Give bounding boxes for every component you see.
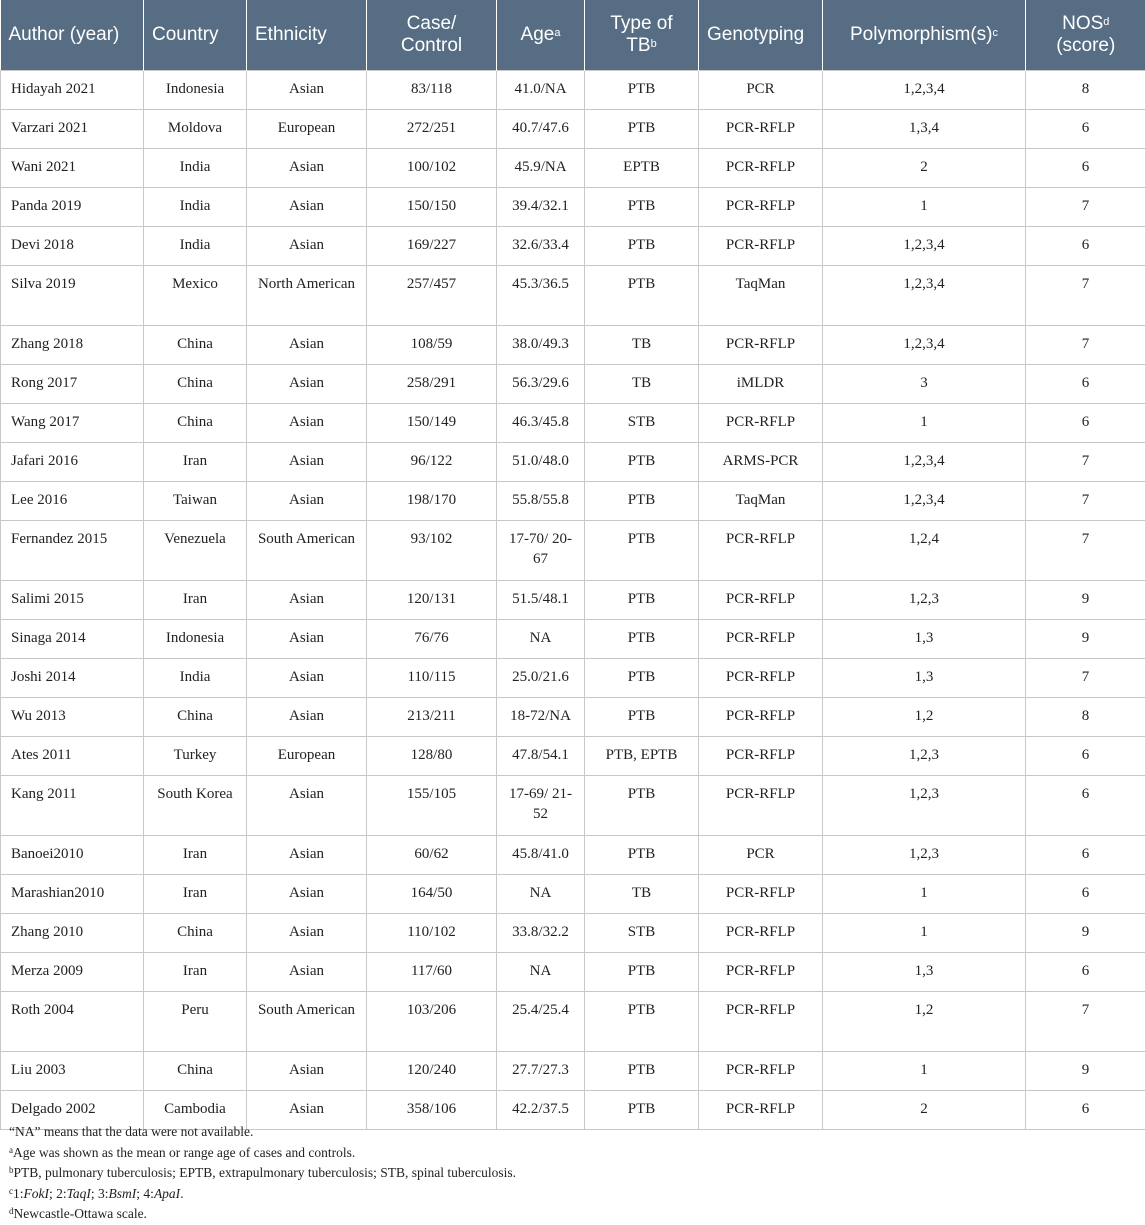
cell-author: Kang 2011: [1, 776, 144, 836]
cell-type-of-tb: PTB: [585, 659, 699, 698]
cell-author: Jafari 2016: [1, 443, 144, 482]
footnote-c: $^c$1:FokI; 2:TaqI; 3:BsmI; 4:ApaI.: [9, 1184, 516, 1205]
cell-country: India: [144, 227, 247, 266]
cell-country: China: [144, 1052, 247, 1091]
cell-type-of-tb: PTB: [585, 836, 699, 875]
cell-case-control: 108/59: [367, 326, 497, 365]
cell-type-of-tb: PTB: [585, 266, 699, 326]
table-row: [1, 914, 1145, 953]
cell-age: NA: [497, 875, 585, 914]
cell-polymorphisms: 1: [823, 1052, 1026, 1091]
cell-nos: 8: [1026, 71, 1145, 110]
cell-age: 39.4/32.1: [497, 188, 585, 227]
cell-case-control: 150/149: [367, 404, 497, 443]
cell-polymorphisms: 1: [823, 188, 1026, 227]
cell-nos: 6: [1026, 737, 1145, 776]
cell-age: 51.0/48.0: [497, 443, 585, 482]
cell-author: Joshi 2014: [1, 659, 144, 698]
table-row: [1, 404, 1145, 443]
cell-author: Wang 2017: [1, 404, 144, 443]
cell-type-of-tb: PTB: [585, 698, 699, 737]
cell-ethnicity: Asian: [247, 659, 367, 698]
cell-case-control: 93/102: [367, 521, 497, 581]
cell-country: China: [144, 404, 247, 443]
cell-author: Roth 2004: [1, 992, 144, 1052]
cell-country: Cambodia: [144, 1091, 247, 1130]
cell-age: 45.9/NA: [497, 149, 585, 188]
cell-nos: 6: [1026, 110, 1145, 149]
cell-country: Iran: [144, 875, 247, 914]
cell-ethnicity: Asian: [247, 188, 367, 227]
table-row: [1, 365, 1145, 404]
cell-case-control: 358/106: [367, 1091, 497, 1130]
cell-author: Sinaga 2014: [1, 620, 144, 659]
cell-ethnicity: Asian: [247, 914, 367, 953]
cell-country: Venezuela: [144, 521, 247, 581]
cell-age: 45.8/41.0: [497, 836, 585, 875]
cell-polymorphisms: 1: [823, 875, 1026, 914]
cell-type-of-tb: STB: [585, 914, 699, 953]
table-row: [1, 188, 1145, 227]
table-row: [1, 149, 1145, 188]
cell-country: China: [144, 326, 247, 365]
cell-age: NA: [497, 953, 585, 992]
cell-type-of-tb: PTB: [585, 953, 699, 992]
cell-ethnicity: Asian: [247, 953, 367, 992]
cell-age: 17-69/ 21-52: [497, 776, 585, 836]
cell-ethnicity: Asian: [247, 443, 367, 482]
header-country: Country: [144, 0, 247, 71]
cell-ethnicity: Asian: [247, 875, 367, 914]
cell-genotyping: PCR-RFLP: [699, 1091, 823, 1130]
cell-nos: 6: [1026, 227, 1145, 266]
cell-genotyping: PCR-RFLP: [699, 188, 823, 227]
cell-case-control: 155/105: [367, 776, 497, 836]
cell-ethnicity: Asian: [247, 1091, 367, 1130]
cell-polymorphisms: 1,2,3: [823, 737, 1026, 776]
cell-genotyping: PCR-RFLP: [699, 698, 823, 737]
footnote-marker: a: [554, 27, 560, 39]
cell-country: Iran: [144, 443, 247, 482]
table-row: [1, 71, 1145, 110]
cell-type-of-tb: PTB: [585, 110, 699, 149]
footnote-d: $^d$Newcastle-Ottawa scale.: [9, 1204, 516, 1225]
cell-age: 18-72/NA: [497, 698, 585, 737]
cell-type-of-tb: PTB: [585, 71, 699, 110]
cell-genotyping: PCR-RFLP: [699, 110, 823, 149]
cell-nos: 6: [1026, 776, 1145, 836]
cell-genotyping: TaqMan: [699, 482, 823, 521]
cell-nos: 7: [1026, 326, 1145, 365]
table-row: [1, 992, 1145, 1052]
table-row: [1, 266, 1145, 326]
cell-author: Fernandez 2015: [1, 521, 144, 581]
cell-nos: 9: [1026, 581, 1145, 620]
cell-country: India: [144, 659, 247, 698]
cell-genotyping: PCR-RFLP: [699, 404, 823, 443]
cell-polymorphisms: 1,2,3,4: [823, 266, 1026, 326]
cell-case-control: 117/60: [367, 953, 497, 992]
cell-genotyping: PCR-RFLP: [699, 914, 823, 953]
table-row: [1, 836, 1145, 875]
cell-ethnicity: Asian: [247, 620, 367, 659]
cell-ethnicity: Asian: [247, 404, 367, 443]
cell-polymorphisms: 1,2,3,4: [823, 482, 1026, 521]
cell-polymorphisms: 2: [823, 149, 1026, 188]
cell-case-control: 110/102: [367, 914, 497, 953]
cell-author: Silva 2019: [1, 266, 144, 326]
cell-age: 40.7/47.6: [497, 110, 585, 149]
cell-country: China: [144, 698, 247, 737]
table-row: [1, 953, 1145, 992]
cell-genotyping: PCR-RFLP: [699, 1052, 823, 1091]
header-nos: NOS$^d$ (score): [1026, 0, 1145, 71]
cell-case-control: 120/131: [367, 581, 497, 620]
cell-nos: 7: [1026, 659, 1145, 698]
cell-country: Turkey: [144, 737, 247, 776]
cell-case-control: 164/50: [367, 875, 497, 914]
cell-ethnicity: Asian: [247, 71, 367, 110]
cell-country: Iran: [144, 581, 247, 620]
table-row: [1, 110, 1145, 149]
cell-case-control: 120/240: [367, 1052, 497, 1091]
table-row: [1, 443, 1145, 482]
cell-country: China: [144, 365, 247, 404]
cell-nos: 9: [1026, 620, 1145, 659]
cell-case-control: 258/291: [367, 365, 497, 404]
cell-ethnicity: South American: [247, 992, 367, 1052]
cell-nos: 9: [1026, 1052, 1145, 1091]
cell-age: 25.0/21.6: [497, 659, 585, 698]
cell-nos: 6: [1026, 836, 1145, 875]
cell-nos: 6: [1026, 1091, 1145, 1130]
cell-polymorphisms: 1,2,4: [823, 521, 1026, 581]
cell-type-of-tb: STB: [585, 404, 699, 443]
cell-polymorphisms: 2: [823, 1091, 1026, 1130]
cell-polymorphisms: 1,2: [823, 698, 1026, 737]
cell-polymorphisms: 1,2,3,4: [823, 227, 1026, 266]
cell-ethnicity: European: [247, 737, 367, 776]
footnote-marker: d: [1103, 16, 1109, 28]
cell-author: Wani 2021: [1, 149, 144, 188]
cell-age: 17-70/ 20-67: [497, 521, 585, 581]
cell-country: Indonesia: [144, 620, 247, 659]
cell-age: 33.8/32.2: [497, 914, 585, 953]
cell-type-of-tb: PTB: [585, 188, 699, 227]
cell-type-of-tb: PTB: [585, 992, 699, 1052]
cell-polymorphisms: 1,2: [823, 992, 1026, 1052]
table-row: [1, 482, 1145, 521]
cell-nos: 6: [1026, 404, 1145, 443]
cell-author: Hidayah 2021: [1, 71, 144, 110]
cell-age: 45.3/36.5: [497, 266, 585, 326]
cell-polymorphisms: 1,2,3: [823, 836, 1026, 875]
cell-polymorphisms: 1,3: [823, 953, 1026, 992]
cell-case-control: 83/118: [367, 71, 497, 110]
cell-country: Mexico: [144, 266, 247, 326]
cell-author: Marashian2010: [1, 875, 144, 914]
cell-case-control: 150/150: [367, 188, 497, 227]
table-header-row: [1, 0, 1145, 71]
cell-nos: 8: [1026, 698, 1145, 737]
cell-genotyping: iMLDR: [699, 365, 823, 404]
cell-country: Moldova: [144, 110, 247, 149]
cell-nos: 6: [1026, 365, 1145, 404]
cell-age: NA: [497, 620, 585, 659]
cell-case-control: 257/457: [367, 266, 497, 326]
table-row: [1, 875, 1145, 914]
table-row: [1, 620, 1145, 659]
cell-age: 46.3/45.8: [497, 404, 585, 443]
cell-country: China: [144, 914, 247, 953]
cell-case-control: 60/62: [367, 836, 497, 875]
cell-polymorphisms: 1,2,3,4: [823, 443, 1026, 482]
cell-type-of-tb: PTB: [585, 776, 699, 836]
cell-genotyping: PCR-RFLP: [699, 227, 823, 266]
footnote-na: “NA” means that the data were not available.: [9, 1122, 516, 1143]
cell-genotyping: ARMS-PCR: [699, 443, 823, 482]
cell-type-of-tb: PTB: [585, 620, 699, 659]
cell-case-control: 213/211: [367, 698, 497, 737]
cell-ethnicity: Asian: [247, 149, 367, 188]
cell-nos: 6: [1026, 875, 1145, 914]
cell-type-of-tb: PTB: [585, 521, 699, 581]
header-polymorphisms: $Polymorphism(s)^c$: [823, 0, 1026, 71]
header-genotyping: Genotyping: [699, 0, 823, 71]
cell-age: 47.8/54.1: [497, 737, 585, 776]
cell-case-control: 110/115: [367, 659, 497, 698]
cell-genotyping: PCR-RFLP: [699, 620, 823, 659]
cell-ethnicity: Asian: [247, 776, 367, 836]
cell-case-control: 128/80: [367, 737, 497, 776]
table-row: [1, 659, 1145, 698]
cell-author: Ates 2011: [1, 737, 144, 776]
footnote-a: $^a$Age was shown as the mean or range age of cases and controls.: [9, 1143, 516, 1164]
cell-genotyping: PCR: [699, 836, 823, 875]
cell-polymorphisms: 1: [823, 914, 1026, 953]
cell-nos: 6: [1026, 149, 1145, 188]
cell-ethnicity: Asian: [247, 365, 367, 404]
cell-country: India: [144, 149, 247, 188]
cell-nos: 6: [1026, 953, 1145, 992]
cell-ethnicity: Asian: [247, 581, 367, 620]
footnote-marker: c: [993, 27, 999, 39]
cell-nos: 7: [1026, 482, 1145, 521]
cell-case-control: 198/170: [367, 482, 497, 521]
cell-polymorphisms: 1,3: [823, 620, 1026, 659]
cell-author: Devi 2018: [1, 227, 144, 266]
cell-type-of-tb: PTB: [585, 1091, 699, 1130]
cell-type-of-tb: TB: [585, 875, 699, 914]
cell-country: Taiwan: [144, 482, 247, 521]
cell-author: Banoei2010: [1, 836, 144, 875]
cell-polymorphisms: 1,2,3,4: [823, 71, 1026, 110]
cell-author: Wu 2013: [1, 698, 144, 737]
cell-type-of-tb: TB: [585, 326, 699, 365]
table-row: [1, 227, 1145, 266]
header-ethnicity: Ethnicity: [247, 0, 367, 71]
table-row: [1, 776, 1145, 836]
footnote-b: $^b$PTB, pulmonary tuberculosis; EPTB, extrapulmonary tuberculosis; STB, spinal tuberculosis.: [9, 1163, 516, 1184]
cell-ethnicity: North American: [247, 266, 367, 326]
cell-age: 56.3/29.6: [497, 365, 585, 404]
cell-polymorphisms: 1,3,4: [823, 110, 1026, 149]
cell-polymorphisms: 1: [823, 404, 1026, 443]
cell-age: 55.8/55.8: [497, 482, 585, 521]
cell-author: Liu 2003: [1, 1052, 144, 1091]
cell-author: Lee 2016: [1, 482, 144, 521]
cell-nos: 7: [1026, 443, 1145, 482]
cell-genotyping: PCR-RFLP: [699, 521, 823, 581]
cell-type-of-tb: PTB: [585, 482, 699, 521]
cell-author: Panda 2019: [1, 188, 144, 227]
header-author: Author (year): [1, 0, 144, 71]
table-body: [1, 71, 1145, 1130]
cell-ethnicity: Asian: [247, 698, 367, 737]
cell-ethnicity: Asian: [247, 836, 367, 875]
cell-genotyping: PCR-RFLP: [699, 953, 823, 992]
cell-country: Peru: [144, 992, 247, 1052]
table-row: [1, 521, 1145, 581]
cell-author: Merza 2009: [1, 953, 144, 992]
cell-ethnicity: Asian: [247, 326, 367, 365]
header-case-control: Case/ Control: [367, 0, 497, 71]
cell-author: Zhang 2018: [1, 326, 144, 365]
cell-ethnicity: Asian: [247, 482, 367, 521]
cell-age: 51.5/48.1: [497, 581, 585, 620]
header-age: Age$^a$: [497, 0, 585, 71]
cell-genotyping: PCR-RFLP: [699, 326, 823, 365]
cell-nos: 7: [1026, 188, 1145, 227]
cell-nos: 7: [1026, 992, 1145, 1052]
table-row: [1, 326, 1145, 365]
cell-polymorphisms: 1,2,3: [823, 581, 1026, 620]
cell-ethnicity: South American: [247, 521, 367, 581]
cell-case-control: 100/102: [367, 149, 497, 188]
cell-genotyping: PCR-RFLP: [699, 581, 823, 620]
table-row: [1, 581, 1145, 620]
cell-age: 41.0/NA: [497, 71, 585, 110]
cell-age: 38.0/49.3: [497, 326, 585, 365]
cell-polymorphisms: 1,2,3,4: [823, 326, 1026, 365]
cell-country: Indonesia: [144, 71, 247, 110]
cell-case-control: 76/76: [367, 620, 497, 659]
cell-nos: 7: [1026, 266, 1145, 326]
cell-case-control: 96/122: [367, 443, 497, 482]
cell-type-of-tb: PTB: [585, 581, 699, 620]
cell-age: 32.6/33.4: [497, 227, 585, 266]
cell-age: 42.2/37.5: [497, 1091, 585, 1130]
cell-type-of-tb: PTB, EPTB: [585, 737, 699, 776]
cell-genotyping: PCR-RFLP: [699, 776, 823, 836]
cell-nos: 9: [1026, 914, 1145, 953]
cell-ethnicity: Asian: [247, 227, 367, 266]
cell-author: Zhang 2010: [1, 914, 144, 953]
cell-nos: 7: [1026, 521, 1145, 581]
cell-ethnicity: Asian: [247, 1052, 367, 1091]
cell-author: Delgado 2002: [1, 1091, 144, 1130]
table-row: [1, 1052, 1145, 1091]
cell-case-control: 272/251: [367, 110, 497, 149]
cell-genotyping: PCR-RFLP: [699, 992, 823, 1052]
cell-country: Iran: [144, 836, 247, 875]
cell-type-of-tb: EPTB: [585, 149, 699, 188]
cell-ethnicity: European: [247, 110, 367, 149]
cell-polymorphisms: 3: [823, 365, 1026, 404]
cell-genotyping: PCR-RFLP: [699, 149, 823, 188]
table-footnotes: [9, 1122, 516, 1225]
cell-case-control: 103/206: [367, 992, 497, 1052]
cell-polymorphisms: 1,2,3: [823, 776, 1026, 836]
cell-genotyping: PCR-RFLP: [699, 875, 823, 914]
cell-polymorphisms: 1,3: [823, 659, 1026, 698]
cell-genotyping: PCR-RFLP: [699, 659, 823, 698]
cell-type-of-tb: PTB: [585, 443, 699, 482]
cell-country: Iran: [144, 953, 247, 992]
cell-type-of-tb: PTB: [585, 1052, 699, 1091]
cell-age: 25.4/25.4: [497, 992, 585, 1052]
cell-author: Varzari 2021: [1, 110, 144, 149]
cell-genotyping: PCR: [699, 71, 823, 110]
footnote-marker: b: [651, 38, 657, 50]
cell-type-of-tb: TB: [585, 365, 699, 404]
cell-author: Rong 2017: [1, 365, 144, 404]
table-row: [1, 737, 1145, 776]
table-row: [1, 698, 1145, 737]
header-type-of-tb: Type of $TB^b$: [585, 0, 699, 71]
cell-author: Salimi 2015: [1, 581, 144, 620]
cell-genotyping: TaqMan: [699, 266, 823, 326]
cell-type-of-tb: PTB: [585, 227, 699, 266]
cell-country: India: [144, 188, 247, 227]
cell-genotyping: PCR-RFLP: [699, 737, 823, 776]
cell-age: 27.7/27.3: [497, 1052, 585, 1091]
cell-case-control: 169/227: [367, 227, 497, 266]
cell-country: South Korea: [144, 776, 247, 836]
